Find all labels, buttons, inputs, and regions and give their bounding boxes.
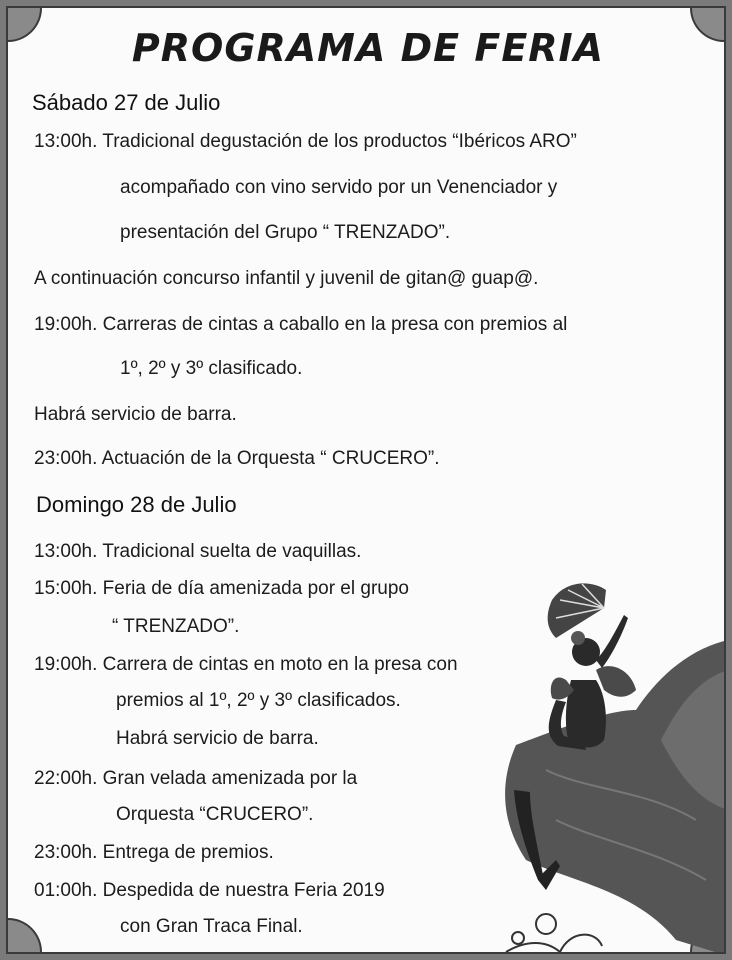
sunday-line-1: 13:00h. Tradicional suelta de vaquillas. [34,541,362,562]
sunday-line-9: 23:00h. Entrega de premios. [34,842,274,863]
sunday-line-2: 15:00h. Feria de día amenizada por el grupo [34,578,409,599]
saturday-line-5: 19:00h. Carreras de cintas a caballo en la presa con premios al [34,314,568,335]
sunday-line-6: Habrá servicio de barra. [116,728,319,749]
saturday-line-7: Habrá servicio de barra. [34,404,237,425]
saturday-heading: Sábado 27 de Julio [32,90,221,115]
saturday-line-6: 1º, 2º y 3º clasificado. [120,358,303,379]
sunday-line-10: 01:00h. Despedida de nuestra Feria 2019 [34,880,385,901]
saturday-line-2: acompañado con vino servido por un Venenciador y [120,177,558,198]
sunday-line-7: 22:00h. Gran velada amenizada por la [34,768,358,789]
poster-title: PROGRAMA DE FERIA [131,26,605,70]
sunday-heading: Domingo 28 de Julio [36,492,237,517]
saturday-line-1: 13:00h. Tradicional degustación de los productos “Ibéricos ARO” [34,131,577,152]
sunday-line-3: “ TRENZADO”. [112,616,240,637]
saturday-line-4: A continuación concurso infantil y juvenil de gitan@ guap@. [34,268,539,289]
corner-ornament-bottom-left [6,918,42,954]
flamenco-dancer-illustration [486,560,726,954]
saturday-line-3: presentación del Grupo “ TRENZADO”. [120,222,451,243]
sunday-line-11: con Gran Traca Final. [120,916,303,937]
sunday-line-4: 19:00h. Carrera de cintas en moto en la presa con [34,654,458,675]
poster-panel [6,6,726,954]
sunday-line-5: premios al 1º, 2º y 3º clasificados. [116,690,401,711]
saturday-line-8: 23:00h. Actuación de la Orquesta “ CRUCERO”. [34,448,440,469]
sunday-line-8: Orquesta “CRUCERO”. [116,804,314,825]
